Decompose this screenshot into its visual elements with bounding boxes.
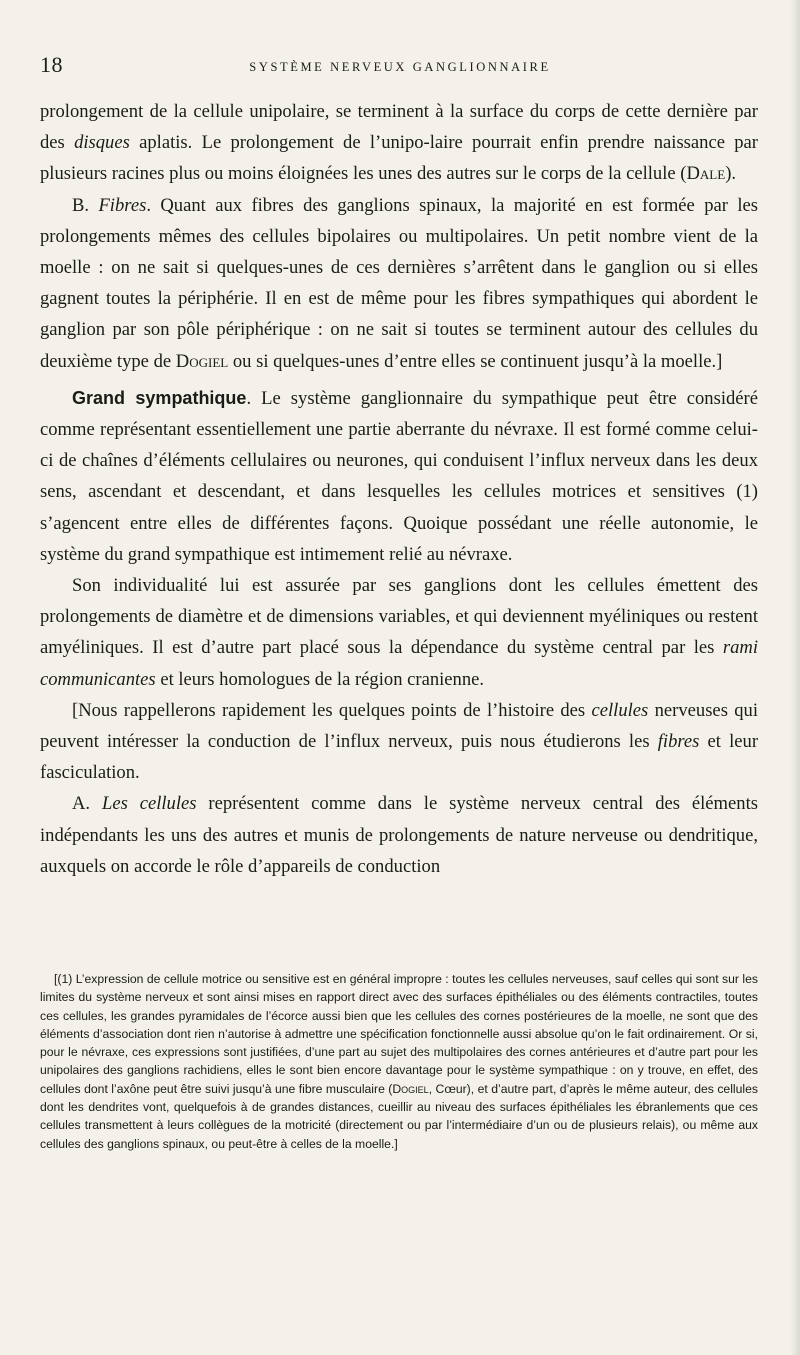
footnote-text	[40, 970, 758, 1153]
italic-term: cellules	[591, 699, 649, 721]
text-run: . Quant aux fibres des ganglions spinaux, la majorité en est formée par les prolongements mêmes des cellules bipolaires ou multipolaires. Un petit nombre vient de la moelle : on ne sait si quelques-unes de ces dernières s’arrêtent dans le ganglion ou si elles gagnent toutes la périphérie. Il en est de même pour les fibres sympathiques qui abordent le ganglion par son pôle périphérique : on ne sait si toutes se terminent autour des cellules du deuxième type de	[40, 194, 758, 372]
text-run: aplatis. Le prolongement de l’unipo-laire pourrait enfin prendre naissance par plusieurs racines plus ou moins éloignées les unes des autres sur le corps de la cellule (	[40, 132, 758, 185]
page-header	[40, 50, 760, 90]
italic-term: disques	[74, 132, 130, 154]
text-run: prolongement de la cellule unipolaire, se terminent à la surface du corps de cette dernière par des	[40, 101, 758, 154]
author-name: Dale	[686, 163, 726, 185]
text-run: ou si quelques-unes d’entre elles se continuent jusqu’à la moelle.]	[228, 350, 723, 372]
page-edge-shadow	[790, 0, 800, 1355]
text-run: Son individualité lui est assurée par ses ganglions dont les cellules émettent des prolongements de diamètre et de dimensions variables, et qui deviennent myéliniques ou restent amyéliniques. Il est d’autre part placé sous la dépendance du système central par les	[40, 575, 758, 659]
paragraph-6	[40, 788, 758, 882]
text-run: . Le système ganglionnaire du sympathique peut être considéré comme représentant essentiellement une partie aberrante du névraxe. Il est formé comme celui-ci de chaînes d’éléments cellulaires ou neurones, qui conduisent l’influx nerveux dans les deux sens, ascendant et descendant, et dans lesquelles les cellules motrices et sensitives (1) s’agencent entre elles de différentes façons. Quoique possédant une réelle autonomie, le système du grand sympathique est intimement relié au névraxe.	[40, 387, 758, 565]
text-run: , Cœur), et d’autre part, d’après le même auteur, des cellules dont les dendrites vont, quelquefois à de grandes distances, cueillir au niveau des surfaces épithéliales les ébranlements que ces cellules transmettent à leurs collègues de la motricité (directement ou par l’intermédiaire d’un ou de plusieurs relais), ou même aux cellules des ganglions spinaux, ou peut-être à celles de la moelle.]	[40, 1081, 758, 1151]
section-title: Fibres	[98, 194, 147, 216]
text-run: et leurs homologues de la région cranienne.	[155, 668, 485, 690]
paragraph-3	[40, 383, 758, 570]
section-letter: A.	[72, 793, 102, 815]
paragraph-4	[40, 570, 758, 695]
footnote	[40, 970, 758, 1153]
section-title: Les cellules	[101, 793, 197, 815]
paragraph-2	[40, 190, 758, 377]
text-run: [(1) L’expression de cellule motrice ou sensitive est en général impropre : toutes les cellules nerveuses, sauf celles qui sont sur les limites du système nerveux et sont ainsi mises en rapport direct avec des surfaces épithéliales ou des éléments contractiles, toutes ces cellules, les grandes pyramidales de l’écorce aussi bien que les cellules des cornes postérieures de la moelle, ne sont que des éléments d’association dont rien n’autorise à admettre une spécification fonctionnelle aussi absolue qu’on le fait ordinairement. Or si, pour le névraxe, ces expressions sont justifiées, d’une part au sujet des multipolaires des cornes antérieures et d’autre part pour les unipolaires des ganglions rachidiens, elles le sont bien encore davantage pour le système sympathique : on y trouve, en effet, des cellules dont l’axône peut être suivi jusqu’à une fibre musculaire (	[40, 972, 758, 1096]
paragraph-1	[40, 96, 758, 190]
paragraph-5	[40, 695, 758, 789]
text-run: nerveuses qui peuvent intéresser la conduction de l’influx nerveux, puis nous étudierons les	[40, 699, 758, 753]
author-name: Dogiel	[175, 350, 229, 372]
section-heading: Grand sympathique	[72, 387, 247, 408]
text-run: ).	[725, 163, 737, 185]
body-text	[40, 96, 758, 882]
text-run: [Nous rappellerons rapidement les quelques points de l’histoire des	[72, 699, 592, 721]
page-number: 18	[40, 52, 63, 77]
italic-term: rami communicantes	[40, 637, 758, 690]
running-head: SYSTÈME NERVEUX GANGLIONNAIRE	[249, 60, 551, 74]
text-run: et leur fasciculation.	[40, 731, 759, 784]
text-run: représentent comme dans le système nerveux central des éléments indépendants les uns des autres et munis de prolongements de nature nerveuse ou dendritique, auxquels on accorde le rôle d’appareils de conduction	[40, 793, 758, 877]
section-letter: B.	[72, 194, 99, 216]
author-name: Dogiel	[392, 1081, 429, 1096]
italic-term: fibres	[657, 731, 700, 753]
